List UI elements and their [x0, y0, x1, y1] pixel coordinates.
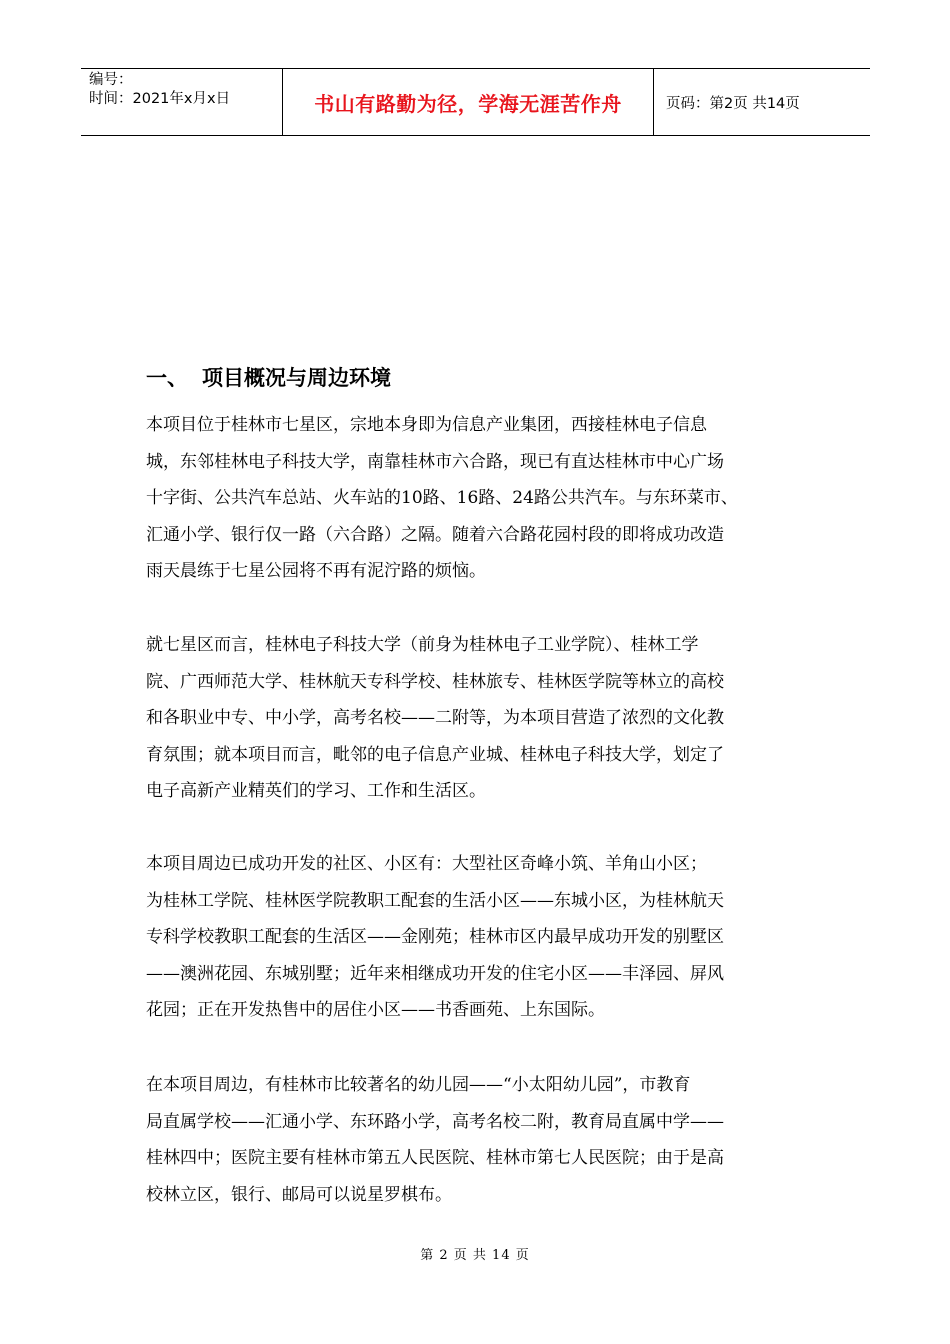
paragraph-line: 桂林四中；医院主要有桂林市第五人民医院、桂林市第七人民医院；由于是高: [146, 1148, 724, 1168]
document-header: [81, 68, 870, 136]
paragraph-line: 局直属学校——汇通小学、东环路小学，高考名校二附，教育局直属中学——: [146, 1111, 724, 1132]
paragraph-line: 花园；正在开发热售中的居住小区——书香画苑、上东国际。: [146, 1000, 605, 1020]
paragraph-line: 在本项目周边，有桂林市比较著名的幼儿园——“小太阳幼儿园”，市教育: [146, 1075, 691, 1095]
page-info-text: 页码：第2页 共14页: [666, 95, 800, 112]
paragraph-line: 雨天晨练于七星公园将不再有泥泞路的烦恼。: [146, 561, 486, 581]
paragraph-line: 本项目位于桂林市七星区，宗地本身即为信息产业集团，西接桂林电子信息: [146, 415, 707, 435]
time-label: 时间：2021年x月x日: [89, 91, 231, 107]
paragraph-line: 本项目周边已成功开发的社区、小区有：大型社区奇峰小筑、羊角山小区；: [146, 854, 707, 874]
header-left-cell: [81, 69, 282, 135]
paragraph-line: 育氛围；就本项目而言，毗邻的电子信息产业城、桂林电子科技大学，划定了: [146, 744, 724, 765]
paragraph-line: 和各职业中专、中小学，高考名校——二附等，为本项目营造了浓烈的文化教: [146, 708, 724, 728]
paragraph-line: 十字街、公共汽车总站、火车站的10路、16路、24路公共汽车。与东环菜市、: [146, 488, 738, 508]
paragraph-line: 校林立区，银行、邮局可以说星罗棋布。: [146, 1184, 452, 1205]
paragraph-facilities: [146, 1067, 810, 1213]
paragraph-communities: [146, 846, 810, 1029]
page-info-cell: [654, 69, 870, 135]
section-number: 一、: [146, 366, 188, 390]
paragraph-line: 汇通小学、银行仅一路（六合路）之隔。随着六合路花园村段的即将成功改造: [146, 524, 724, 545]
paragraph-line: 电子高新产业精英们的学习、工作和生活区。: [146, 781, 486, 801]
paragraph-line: 院、广西师范大学、桂林航天专科学校、桂林旅专、桂林医学院等林立的高校: [146, 671, 724, 692]
number-label: 编号：: [89, 72, 133, 88]
section-title: 项目概况与周边环境: [202, 366, 391, 390]
motto-cell: [282, 69, 654, 135]
paragraph-line: 就七星区而言，桂林电子科技大学（前身为桂林电子工业学院）、桂林工学: [146, 635, 699, 655]
page-footer: 第 2 页 共 14 页: [420, 1248, 530, 1263]
paragraph-location: [146, 407, 810, 590]
paragraph-education: [146, 627, 810, 810]
motto-text: 书山有路勤为径，学海无涯苦作舟: [314, 91, 622, 116]
paragraph-line: 专科学校教职工配套的生活区——金刚苑；桂林市区内最早成功开发的别墅区: [146, 927, 724, 947]
paragraph-line: 为桂林工学院、桂林医学院教职工配套的生活小区——东城小区，为桂林航天: [146, 890, 724, 911]
paragraph-line: ——澳洲花园、东城别墅；近年来相继成功开发的住宅小区——丰泽园、屏风: [146, 963, 724, 984]
section-heading: [146, 362, 391, 392]
paragraph-line: 城，东邻桂林电子科技大学，南靠桂林市六合路，现已有直达桂林市中心广场: [146, 451, 724, 472]
